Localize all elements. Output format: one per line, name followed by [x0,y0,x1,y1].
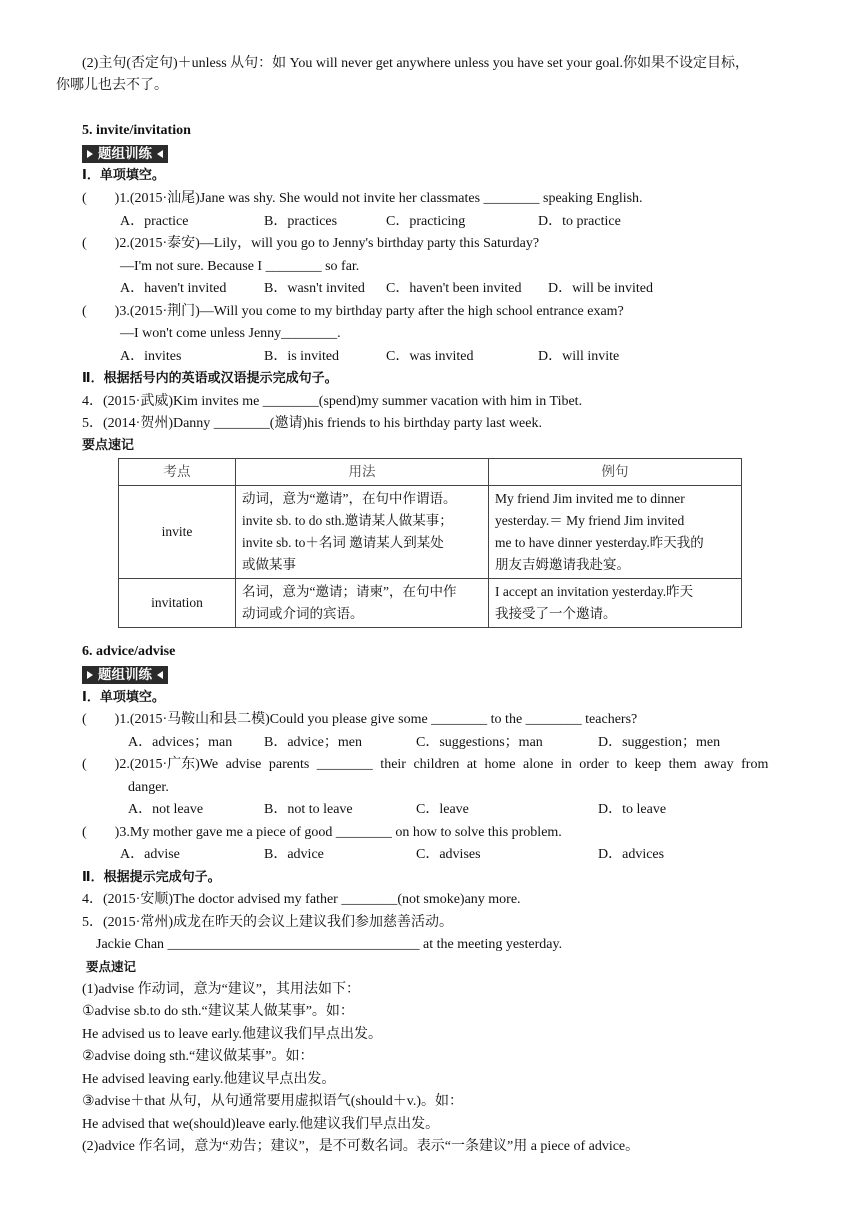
section-5-practice-bar [82,145,168,163]
s5-memo-title: 要点速记 [82,438,135,453]
s6-q2-option-b: B．not to leave [264,802,353,817]
s6-note: ②advise doing sth.“建议做某事”。如： [82,1049,314,1064]
s6-q2-stem: ( )2.(2015·广东)We advise parents ________ their children at home alone in order to keep them away from [82,757,769,772]
usage-line: 动词或介词的宾语。 [242,606,364,621]
play-right-icon [87,671,93,679]
s6-note: He advised us to leave early.他建议我们早点出发。 [82,1027,383,1042]
s5-q1-option-d: D．to practice [538,214,621,229]
example-line: I accept an invitation yesterday.昨天 [495,584,694,599]
s5-q3-stem-2: —I won't come unless Jenny________. [120,326,341,341]
s5-q3-option-c: C．was invited [386,349,474,364]
s5-q2-option-b: B．wasn't invited [264,281,365,296]
s6-note: ①advise sb.to do sth.“建议某人做某事”。如： [82,1004,354,1019]
s6-note: He advised that we(should)leave early.他建议我们早点出发。 [82,1117,440,1132]
practice-bar-label: 题组训练 [98,667,152,682]
header-usage: 用法 [236,459,489,486]
intro-line-1: (2)主句(否定句)＋unless 从句：如 You will never get anywhere unless you have set your goal.你如果不设定目标， [82,56,749,71]
s5-q2-stem: ( )2.(2015·泰安)—Lily，will you go to Jenny's birthday party this Saturday? [82,236,540,251]
example-line: me to have dinner yesterday.昨天我的 [495,535,704,550]
s6-note: He advised leaving early.他建议早点出发。 [82,1072,336,1087]
s6-q2-stem-2: danger. [128,780,169,795]
s6-q1-option-b: B．advice；men [264,735,362,750]
s6-q2-option-a: A．not leave [128,802,204,817]
s5-q3-option-d: D．will invite [538,349,620,364]
s6-q3-option-d: D．advices [598,847,665,862]
s6-note: (2)advice 作名词，意为“劝告；建议”，是不可数名词。表示“一条建议”用 a piece of advice。 [82,1139,640,1154]
s6-q1-option-a: A．advices；man [128,735,233,750]
header-example: 例句 [489,459,742,486]
s6-part1-title: Ⅰ．单项填空。 [82,690,165,705]
row-invite-usage [236,486,489,579]
s5-q2-option-c: C．haven't been invited [386,281,522,296]
s5-q1-stem: ( )1.(2015·汕尾)Jane was shy. She would not invite her classmates ________ speaking English. [82,191,643,206]
usage-line: 或做某事 [242,557,296,572]
table-row [119,486,742,579]
table-header-row [119,459,742,486]
s5-memo-table [118,458,742,628]
s5-q3-stem: ( )3.(2015·荆门)—Will you come to my birthday party after the high school entrance exam? [82,304,624,319]
row-invite-example [489,486,742,579]
usage-line: 动词，意为“邀请”，在句中作谓语。 [242,491,457,506]
s5-q3-option-a: A．invites [120,349,182,364]
s6-q5: 5．(2015·常州)成龙在昨天的会议上建议我们参加慈善活动。 [82,915,453,930]
s5-q2-option-a: A．haven't invited [120,281,227,296]
play-left-icon [157,671,163,679]
example-line: 我接受了一个邀请。 [495,606,617,621]
s6-q3-option-b: B．advice [264,847,324,862]
s5-q3-option-b: B．is invited [264,349,340,364]
section-6-heading: 6. advice/advise [82,644,176,659]
s6-q4: 4．(2015·安顺)The doctor advised my father ________(not smoke)any more. [82,892,521,907]
s6-q3-option-c: C．advises [416,847,481,862]
usage-line: invite sb. to＋名词 邀请某人到某处 [242,535,444,550]
section-6-practice-bar [82,666,168,684]
s6-part2-title: Ⅱ．根据提示完成句子。 [82,870,221,885]
s5-q2-option-d: D．will be invited [548,281,653,296]
s5-q4: 4．(2015·武威)Kim invites me ________(spend)my summer vacation with him in Tibet. [82,394,583,409]
s6-q1-stem: ( )1.(2015·马鞍山和县二模)Could you please give some ________ to the ________ teachers? [82,712,638,727]
s5-part1-title: Ⅰ．单项填空。 [82,168,165,183]
intro-line-2: 你哪儿也去不了。 [56,78,168,93]
example-line: My friend Jim invited me to dinner [495,491,685,506]
table-row [119,579,742,628]
play-right-icon [87,150,93,158]
header-point: 考点 [119,459,236,486]
practice-bar-label: 题组训练 [98,146,152,161]
section-5-heading: 5. invite/invitation [82,123,191,138]
s6-note: (1)advise 作动词，意为“建议”，其用法如下： [82,982,361,997]
example-line: 朋友吉姆邀请我赴宴。 [495,557,630,572]
s6-q1-option-c: C．suggestions；man [416,735,543,750]
play-left-icon [157,150,163,158]
s6-q2-option-c: C．leave [416,802,469,817]
row-invitation-usage [236,579,489,628]
s5-q5: 5．(2014·贺州)Danny ________(邀请)his friends to his birthday party last week. [82,416,542,431]
usage-line: 名词，意为“邀请；请柬”，在句中作 [242,584,457,599]
usage-line: invite sb. to do sth.邀请某人做某事； [242,513,453,528]
s5-q1-option-a: A．practice [120,214,189,229]
s5-q2-stem-2: —I'm not sure. Because I ________ so far. [120,259,360,274]
row-invitation-example [489,579,742,628]
s5-q1-option-c: C．practicing [386,214,466,229]
s5-part2-title: Ⅱ．根据括号内的英语或汉语提示完成句子。 [82,371,338,386]
s6-q2-option-d: D．to leave [598,802,667,817]
s6-note: ③advise＋that 从句，从句通常要用虚拟语气(should＋v.)。如： [82,1094,464,1109]
s6-memo-title: 要点速记 [86,959,137,974]
s6-q5-answer-line: Jackie Chan ____________________________________ at the meeting yesterday. [96,937,563,952]
row-invitation-point: invitation [119,579,236,628]
row-invite-point: invite [119,486,236,579]
s6-q3-option-a: A．advise [120,847,180,862]
s5-q1-option-b: B．practices [264,214,338,229]
s6-q3-stem: ( )3.My mother gave me a piece of good ________ on how to solve this problem. [82,825,562,840]
s6-q1-option-d: D．suggestion；men [598,735,721,750]
example-line: yesterday.＝ My friend Jim invited [495,513,685,528]
